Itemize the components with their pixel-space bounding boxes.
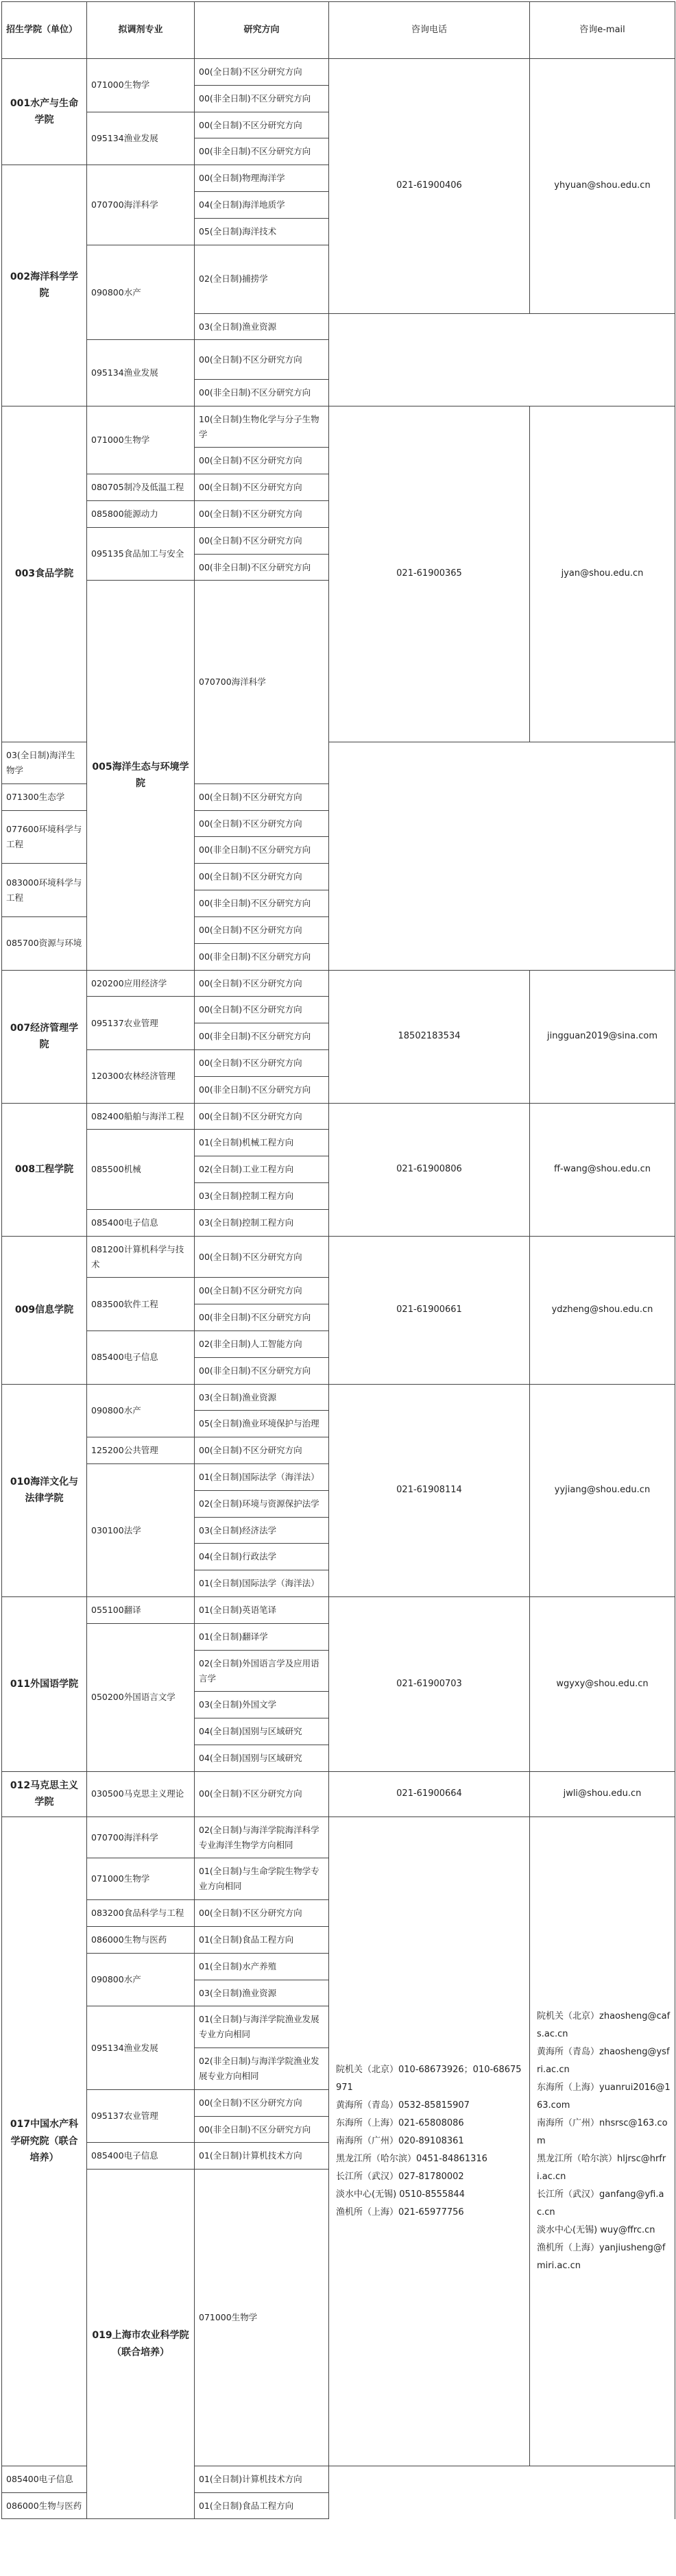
major-cell: 085400电子信息	[87, 1209, 195, 1236]
major-cell: 071000生物学	[87, 59, 195, 112]
direction-cell: 00(全日制)物理海洋学	[195, 165, 329, 192]
major-cell: 090800水产	[87, 1953, 195, 2006]
direction-cell: 03(全日制)控制工程方向	[195, 1209, 329, 1236]
direction-cell: 04(全日制)行政法学	[195, 1544, 329, 1570]
major-cell: 095135食品加工与安全	[87, 527, 195, 581]
major-cell: 085400电子信息	[87, 2143, 195, 2170]
direction-cell: 02(非全日制)人工智能方向	[195, 1330, 329, 1357]
direction-cell: 00(非全日制)不区分研究方向	[195, 379, 329, 406]
school-cell: 002海洋科学学院	[2, 165, 87, 406]
major-cell: 070700海洋科学	[87, 1816, 195, 1858]
table-row	[2, 406, 675, 448]
direction-cell: 00(非全日制)不区分研究方向	[195, 890, 329, 917]
table-row	[2, 1597, 675, 1624]
phone-cell: 院机关（北京）010-68673926；010-68675971 黄海所（青岛）0532-85815907 东海所（上海）021-65808086 南海所（广州）020-89108361 黑龙江所（哈尔滨）0451-84861316 长江所（武汉）027-81780002 淡水中心(无锡) 0510-8555844 渔机所（上海）021-65977756	[329, 1816, 530, 2466]
direction-cell: 00(非全日制)不区分研究方向	[195, 1023, 329, 1050]
major-cell: 071000生物学	[87, 1858, 195, 1900]
email-cell: jwli@shou.edu.cn	[530, 1771, 675, 1816]
phone-cell: 021-61908114	[329, 1384, 530, 1597]
direction-cell: 01(全日制)翻译学	[195, 1623, 329, 1650]
major-cell: 086000生物与医药	[2, 2492, 87, 2519]
direction-cell: 03(全日制)外国文学	[195, 1692, 329, 1718]
major-cell: 095137农业管理	[87, 2089, 195, 2143]
direction-cell: 00(全日制)不区分研究方向	[195, 783, 329, 810]
direction-cell: 10(全日制)生物化学与分子生物学	[195, 406, 329, 448]
direction-cell: 00(全日制)不区分研究方向	[195, 340, 329, 379]
school-cell: 012马克思主义学院	[2, 1771, 87, 1816]
header-school: 招生学院（单位）	[2, 2, 87, 59]
major-cell: 125200公共管理	[87, 1437, 195, 1464]
direction-cell: 00(非全日制)不区分研究方向	[195, 2116, 329, 2143]
major-cell: 085500机械	[87, 1130, 195, 1209]
school-cell: 005海洋生态与环境学院	[87, 581, 195, 970]
major-cell: 083500软件工程	[87, 1278, 195, 1331]
direction-cell: 03(全日制)海洋生物学	[2, 742, 87, 784]
direction-cell: 00(全日制)不区分研究方向	[195, 1049, 329, 1076]
phone-cell: 021-61900664	[329, 1771, 530, 1816]
table-row	[2, 1384, 675, 1411]
direction-cell: 01(全日制)食品工程方向	[195, 1926, 329, 1953]
major-cell: 085400电子信息	[87, 1330, 195, 1384]
direction-cell: 00(全日制)不区分研究方向	[195, 997, 329, 1023]
direction-cell: 00(非全日制)不区分研究方向	[195, 1304, 329, 1331]
major-cell: 071300生态学	[2, 783, 87, 810]
direction-cell: 01(全日制)机械工程方向	[195, 1130, 329, 1156]
email-cell: jyan@shou.edu.cn	[530, 406, 675, 742]
direction-cell: 00(全日制)不区分研究方向	[195, 448, 329, 474]
major-cell: 071000生物学	[195, 2170, 329, 2466]
direction-cell: 01(全日制)水产养殖	[195, 1953, 329, 1980]
direction-cell: 00(全日制)不区分研究方向	[195, 864, 329, 890]
direction-cell: 00(非全日制)不区分研究方向	[195, 837, 329, 864]
direction-cell: 02(全日制)工业工程方向	[195, 1156, 329, 1183]
direction-cell: 01(全日制)与海洋学院渔业发展专业方向相同	[195, 2006, 329, 2048]
direction-cell: 01(全日制)食品工程方向	[195, 2492, 329, 2519]
direction-cell: 00(非全日制)不区分研究方向	[195, 138, 329, 165]
direction-cell: 00(全日制)不区分研究方向	[195, 2089, 329, 2116]
direction-cell: 00(全日制)不区分研究方向	[195, 501, 329, 528]
direction-cell: 03(全日制)经济法学	[195, 1517, 329, 1544]
table-row	[2, 1816, 675, 1858]
direction-cell: 00(全日制)不区分研究方向	[195, 1771, 329, 1816]
direction-cell: 04(全日制)国别与区域研究	[195, 1718, 329, 1745]
direction-cell: 04(全日制)国别与区域研究	[195, 1745, 329, 1772]
major-cell: 071000生物学	[87, 406, 195, 474]
direction-cell: 00(全日制)不区分研究方向	[195, 810, 329, 837]
major-cell: 090800水产	[87, 245, 195, 340]
direction-cell: 00(非全日制)不区分研究方向	[195, 554, 329, 581]
email-cell: jingguan2019@sina.com	[530, 970, 675, 1103]
major-cell: 120300农林经济管理	[87, 1049, 195, 1103]
direction-cell: 00(全日制)不区分研究方向	[195, 916, 329, 943]
direction-cell: 00(非全日制)不区分研究方向	[195, 1357, 329, 1384]
header-major: 拟调剂专业	[87, 2, 195, 59]
direction-cell: 00(非全日制)不区分研究方向	[195, 943, 329, 970]
phone-cell: 021-61900406	[329, 59, 530, 314]
phone-cell: 021-61900703	[329, 1597, 530, 1772]
direction-cell: 00(非全日制)不区分研究方向	[195, 85, 329, 112]
table-row	[2, 340, 675, 379]
direction-cell: 04(全日制)海洋地质学	[195, 192, 329, 219]
email-cell: ydzheng@shou.edu.cn	[530, 1236, 675, 1384]
direction-cell: 01(全日制)国际法学（海洋法）	[195, 1464, 329, 1491]
phone-cell: 021-61900806	[329, 1103, 530, 1236]
major-cell: 020200应用经济学	[87, 970, 195, 997]
direction-cell: 00(全日制)不区分研究方向	[195, 474, 329, 501]
direction-cell: 03(全日制)渔业资源	[195, 313, 329, 340]
email-cell: ff-wang@shou.edu.cn	[530, 1103, 675, 1236]
email-cell: 院机关（北京）zhaosheng@cafs.ac.cn 黄海所（青岛）zhaosheng@ysfri.ac.cn 东海所（上海）yuanrui2016@163.com 南海所（广州）nhsrsc@163.com 黑龙江所（哈尔滨）hljrsc@hrfri.ac.cn 长江所（武汉）ganfang@yfi.ac.cn 淡水中心(无锡) wuy@ffrc.cn 渔机所（上海）yanjiusheng@fmiri.ac.cn	[530, 1816, 675, 2466]
major-cell: 080705制冷及低温工程	[87, 474, 195, 501]
school-cell: 019上海市农业科学院（联合培养）	[87, 2170, 195, 2519]
adjustment-table	[1, 1, 675, 2519]
header-row	[2, 2, 675, 59]
major-cell: 085800能源动力	[87, 501, 195, 528]
direction-cell: 00(全日制)不区分研究方向	[195, 1103, 329, 1130]
direction-cell: 01(全日制)计算机技术方向	[195, 2466, 329, 2492]
direction-cell: 05(全日制)海洋技术	[195, 218, 329, 245]
direction-cell: 03(全日制)渔业资源	[195, 1384, 329, 1411]
school-cell: 011外国语学院	[2, 1597, 87, 1772]
major-cell: 050200外国语言文学	[87, 1623, 195, 1771]
school-cell: 007经济管理学院	[2, 970, 87, 1103]
phone-cell: 021-61900365	[329, 406, 530, 742]
email-cell: yyjiang@shou.edu.cn	[530, 1384, 675, 1597]
table-row	[2, 1103, 675, 1130]
major-cell: 085700资源与环境	[2, 916, 87, 970]
direction-cell: 00(全日制)不区分研究方向	[195, 1437, 329, 1464]
school-cell: 009信息学院	[2, 1236, 87, 1384]
major-cell: 030500马克思主义理论	[87, 1771, 195, 1816]
direction-cell: 01(全日制)与生命学院生物学专业方向相同	[195, 1858, 329, 1900]
phone-cell: 021-61900661	[329, 1236, 530, 1384]
school-cell: 008工程学院	[2, 1103, 87, 1236]
direction-cell: 02(全日制)与海洋学院海洋科学专业海洋生物学方向相同	[195, 1816, 329, 1858]
major-cell: 030100法学	[87, 1464, 195, 1597]
major-cell: 083000环境科学与工程	[2, 864, 87, 917]
major-cell: 095134渔业发展	[87, 340, 195, 406]
major-cell: 070700海洋科学	[87, 165, 195, 245]
direction-cell: 00(全日制)不区分研究方向	[195, 59, 329, 86]
school-cell: 010海洋文化与法律学院	[2, 1384, 87, 1597]
major-cell: 090800水产	[87, 1384, 195, 1437]
direction-cell: 02(全日制)环境与资源保护法学	[195, 1490, 329, 1517]
major-cell: 085400电子信息	[2, 2466, 87, 2492]
major-cell: 095137农业管理	[87, 997, 195, 1050]
direction-cell: 00(全日制)不区分研究方向	[195, 970, 329, 997]
table-row	[2, 1771, 675, 1816]
header-phone: 咨询电话	[329, 2, 530, 59]
header-email: 咨询e-mail	[530, 2, 675, 59]
major-cell: 055100翻译	[87, 1597, 195, 1624]
school-cell: 003食品学院	[2, 406, 87, 742]
major-cell: 083200食品科学与工程	[87, 1900, 195, 1927]
major-cell: 081200计算机科学与技术	[87, 1236, 195, 1278]
direction-cell: 01(全日制)计算机技术方向	[195, 2143, 329, 2170]
direction-cell: 02(全日制)捕捞学	[195, 245, 329, 313]
major-cell: 086000生物与医药	[87, 1926, 195, 1953]
direction-cell: 00(非全日制)不区分研究方向	[195, 1076, 329, 1103]
phone-cell: 18502183534	[329, 970, 530, 1103]
direction-cell: 00(全日制)不区分研究方向	[195, 1900, 329, 1927]
major-cell: 095134渔业发展	[87, 112, 195, 165]
email-cell: wgyxy@shou.edu.cn	[530, 1597, 675, 1772]
major-cell: 082400船舶与海洋工程	[87, 1103, 195, 1130]
major-cell: 077600环境科学与工程	[2, 810, 87, 864]
direction-cell: 01(全日制)英语笔译	[195, 1597, 329, 1624]
major-cell: 070700海洋科学	[195, 581, 329, 783]
email-cell: yhyuan@shou.edu.cn	[530, 59, 675, 314]
direction-cell: 02(全日制)外国语言学及应用语言学	[195, 1650, 329, 1692]
school-cell: 001水产与生命学院	[2, 59, 87, 165]
direction-cell: 00(全日制)不区分研究方向	[195, 112, 329, 138]
table-row	[2, 970, 675, 997]
direction-cell: 05(全日制)渔业环境保护与治理	[195, 1411, 329, 1437]
major-cell: 095134渔业发展	[87, 2006, 195, 2089]
school-cell: 017中国水产科学研究院（联合培养）	[2, 1816, 87, 2466]
direction-cell: 01(全日制)国际法学（海洋法）	[195, 1570, 329, 1597]
direction-cell: 03(全日制)控制工程方向	[195, 1183, 329, 1210]
table-row	[2, 59, 675, 86]
direction-cell: 00(全日制)不区分研究方向	[195, 1236, 329, 1278]
direction-cell: 03(全日制)渔业资源	[195, 1980, 329, 2006]
table-row	[2, 1236, 675, 1278]
direction-cell: 02(非全日制)与海洋学院渔业发展专业方向相同	[195, 2048, 329, 2090]
direction-cell: 00(全日制)不区分研究方向	[195, 527, 329, 554]
direction-cell: 00(全日制)不区分研究方向	[195, 1278, 329, 1304]
header-direction: 研究方向	[195, 2, 329, 59]
